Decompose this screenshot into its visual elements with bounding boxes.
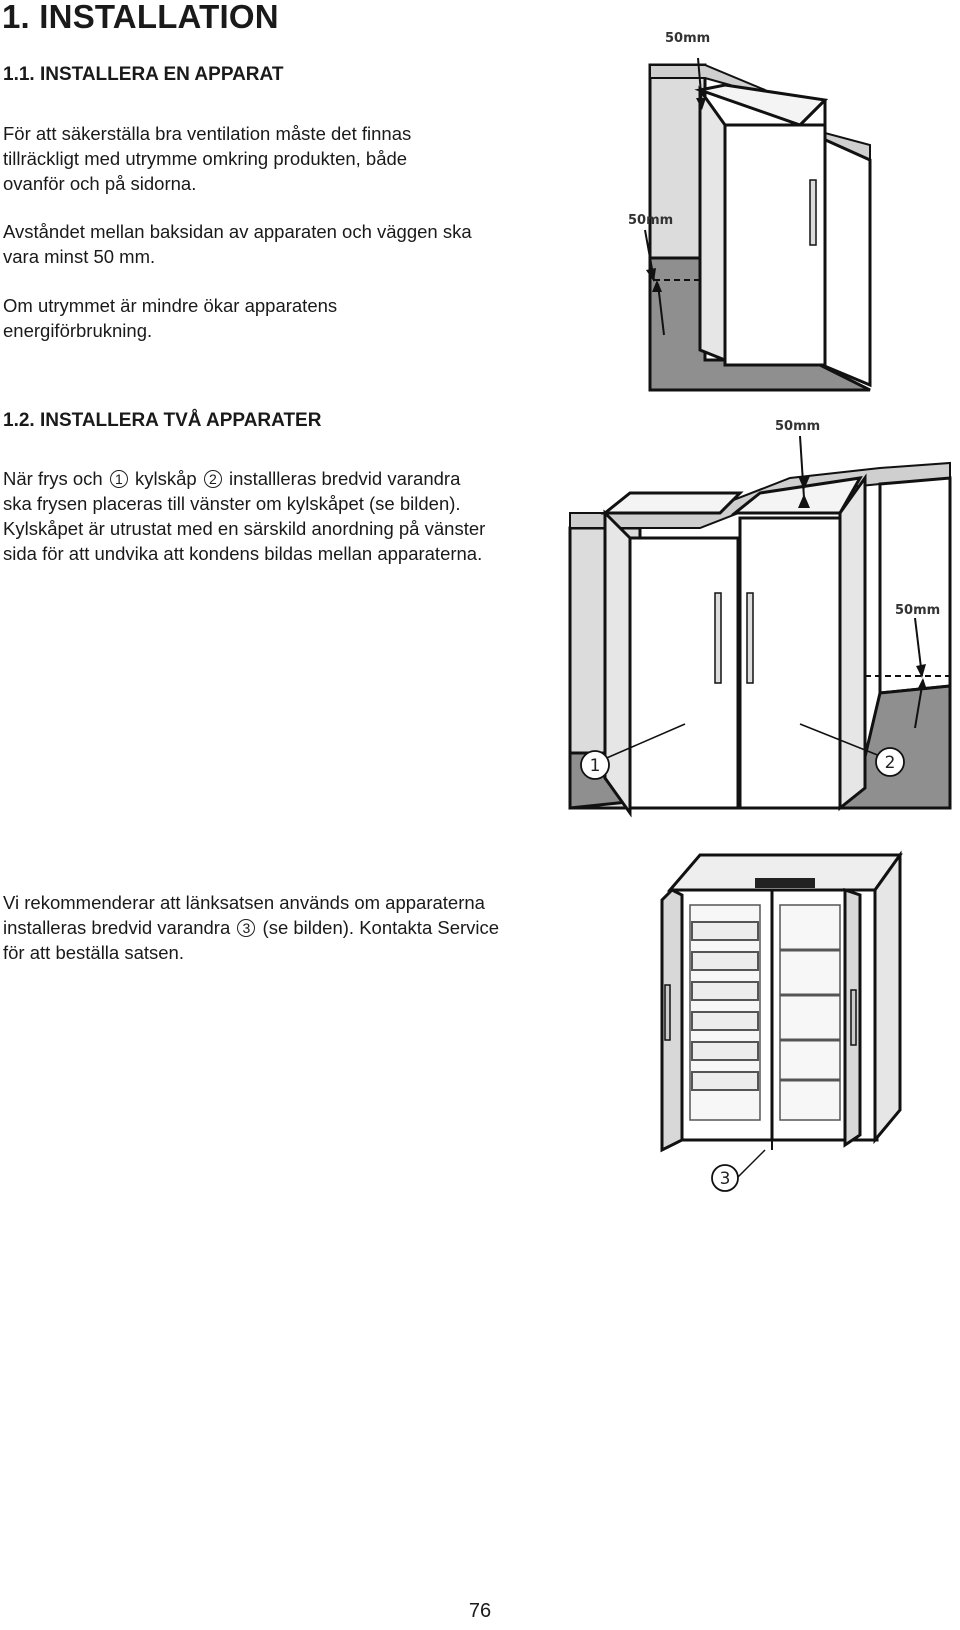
figure2-marker-1: 1 [589,756,601,776]
figure2-label-top: 50mm [775,419,821,434]
section-heading-1: 1.1. INSTALLERA EN APPARAT [3,64,284,85]
figure-two-appliances [560,418,960,818]
figure1-label-top: 50mm [665,31,711,46]
paragraph-energy: Om utrymmet är mindre ökar apparatens energiförbrukning. [3,295,338,341]
page-title: 1. INSTALLATION [2,0,279,35]
marker-2-inline: 2 [204,470,222,488]
figure2-marker-2: 2 [884,753,896,773]
paragraph-ventilation: För att säkerställa bra ventilation måste det finnas tillräckligt med utrymme omkring produkten, både ovanför och på sidorna. [3,123,412,194]
page-number: 76 [468,1600,492,1622]
figure3-marker-3: 3 [719,1169,731,1189]
marker-1-inline: 1 [110,470,128,488]
paragraph-distance: Avståndet mellan baksidan av apparaten och väggen ska vara minst 50 mm. [3,221,472,267]
marker-3-inline: 3 [237,919,255,937]
figure-single-appliance [628,30,880,395]
section-heading-2: 1.2. INSTALLERA TVÅ APPARATER [3,410,322,431]
figure1-label-side: 50mm [628,213,674,228]
figure2-label-side: 50mm [895,603,941,618]
paragraph-link-kit: Vi rekommenderar att länksatsen används om apparaterna installeras bredvid varandra 3 (se bilden). Kontakta Service för att beställa satsen. [3,892,500,963]
figure-link-kit [660,850,930,1190]
paragraph-two-appliances: När frys och 1 kylskåp 2 installleras bredvid varandra ska frysen placeras till vänster om kylskåpet (se bilden). Kylskåpet är utrustat med en särskild anordning på vänster sida för att undvika att kondens bildas mellan apparaterna. [3,468,486,564]
